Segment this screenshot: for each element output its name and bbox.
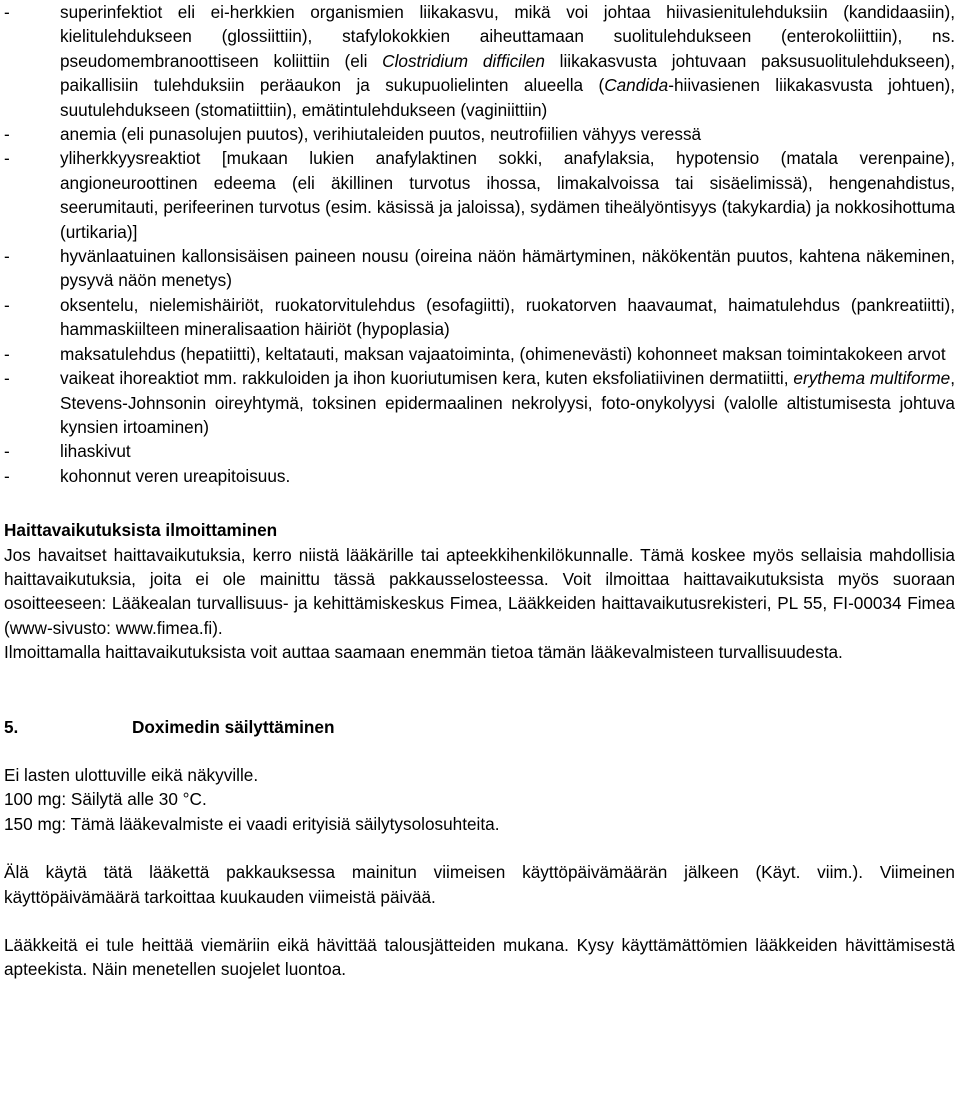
disposal-paragraph: Lääkkeitä ei tule heittää viemäriin eikä hävittää talousjätteiden mukana. Kysy käyttämättömien lääkkeiden hävittämisestä apteekista. Näin menetellen suojelet luontoa. [4, 935, 955, 980]
reporting-paragraph: Jos havaitset haittavaikutuksia, kerro niistä lääkärille tai apteekkihenkilökunnalle. Tämä koskee myös sellaisia mahdollisia haittavaikutuksia, joita ei ole mainittu tässä pakkausselosteessa. Voit ilmoittaa haittavaikutuksista myös suoraan osoitteeseen: Lääkealan turvallisuus- ja kehittämiskeskus Fimea, Lääkkeiden haittavaikutusrekisteri, PL 55, FI-00034 Fimea (www-sivusto: www.fimea.fi). [4, 544, 955, 638]
list-item-italic: Candida [604, 75, 669, 96]
list-item [4, 293, 955, 342]
list-item-text: anemia (eli punasolujen puutos), verihiutaleiden puutos, neutrofiilien vähyys veressä [60, 124, 702, 145]
bullet-dash: - [4, 343, 10, 364]
list-item-text: superinfektiot eli ei-herkkien organismien liikakasvu, mikä voi johtaa hiivasienitulehduksiin (kandidaasiin), kielitulehdukseen (glossiittiin), stafylokokkien aiheuttamaan suolitulehdukseen (enterokoliittiin), ns. pseudomembranoottiseen koliittiin (eli [60, 2, 955, 71]
bullet-dash: - [4, 465, 10, 486]
list-item [4, 146, 955, 244]
leaflet-page [4, 0, 955, 982]
list-item [4, 244, 955, 293]
expiry-paragraph: Älä käytä tätä lääkettä pakkauksessa mainitun viimeisen käyttöpäivämäärän jälkeen (Käyt. viim.). Viimeinen käyttöpäivämäärä tarkoittaa kuukauden viimeistä päivää. [4, 862, 955, 907]
storage-line: 150 mg: Tämä lääkevalmiste ei vaadi erityisiä säilytysolosuhteita. [4, 813, 500, 834]
side-effects-list [4, 0, 955, 488]
bullet-dash: - [4, 148, 10, 169]
reporting-heading: Haittavaikutuksista ilmoittaminen [4, 520, 278, 541]
list-item-italic: erythema multiforme [793, 368, 951, 389]
list-item [4, 0, 955, 122]
reporting-paragraph: Ilmoittamalla haittavaikutuksista voit auttaa saamaan enemmän tietoa tämän lääkevalmisteen turvallisuudesta. [4, 642, 843, 663]
list-item-text: yliherkkyysreaktiot [mukaan lukien anafylaktinen sokki, anafylaksia, hypotensio (matala verenpaine), angioneuroottinen edeema (eli äkillinen turvotus ihossa, limakalvoissa tai sisäelimissä), hengenahdistus, seerumitauti, perifeerinen turvotus (esim. käsissä ja jaloissa), sydämen tiheälyöntisyys (takykardia) ja nokkosihottuma (urtikaria)] [60, 148, 955, 242]
list-item-italic: Clostridium difficilen [382, 50, 545, 71]
list-item-text: kohonnut veren ureapitoisuus. [60, 465, 291, 486]
section-title: Doximedin säilyttäminen [132, 716, 335, 737]
section-number: 5. [4, 716, 19, 737]
bullet-dash: - [4, 124, 10, 145]
list-item-text: -hiivasienen liikakasvusta johtuen), suutulehdukseen (stomatiittiin), emätintulehdukseen (vaginiittiin) [60, 75, 956, 120]
bullet-dash: - [4, 246, 10, 267]
list-item-text: vaikeat ihoreaktiot mm. rakkuloiden ja ihon kuoriutumisen kera, kuten eksfoliatiivinen dermatiitti, [60, 368, 794, 389]
list-item-text: maksatulehdus (hepatiitti), keltatauti, maksan vajaatoiminta, (ohimenevästi) kohonneet maksan toimintakokeen arvot [60, 343, 946, 364]
list-item-text: hyvänlaatuinen kallonsisäisen paineen nousu (oireina näön hämärtyminen, näkökentän puutos, kahtena näkeminen, pysyvä näön menetys) [60, 246, 955, 291]
bullet-dash: - [4, 294, 10, 315]
list-item-text: oksentelu, nielemishäiriöt, ruokatorvitulehdus (esofagiitti), ruokatorven haavaumat, haimatulehdus (pankreatiitti), hammaskiilteen mineralisaation häiriöt (hypoplasia) [60, 294, 955, 340]
bullet-dash: - [4, 368, 10, 389]
storage-line: 100 mg: Säilytä alle 30 °C. [4, 789, 207, 810]
list-item-text: liikakasvusta johtuvaan paksusuolitulehdukseen), paikallisiin tulehduksiin peräaukon ja sukupuolielinten alueella ( [60, 50, 955, 96]
list-item [4, 122, 955, 146]
list-item-text: lihaskivut [60, 441, 131, 462]
list-item [4, 464, 955, 488]
storage-line: Ei lasten ulottuville eikä näkyville. [4, 764, 259, 785]
list-item [4, 366, 955, 439]
list-item-text: , Stevens-Johnsonin oireyhtymä, toksinen epidermaalinen nekrolyysi, foto-onykolyysi (valolle altistumisesta johtuva kynsien irtoaminen) [60, 368, 955, 437]
bullet-dash: - [4, 441, 10, 462]
section-heading [4, 715, 955, 739]
list-item [4, 439, 955, 463]
bullet-dash: - [4, 2, 10, 22]
list-item [4, 342, 955, 366]
